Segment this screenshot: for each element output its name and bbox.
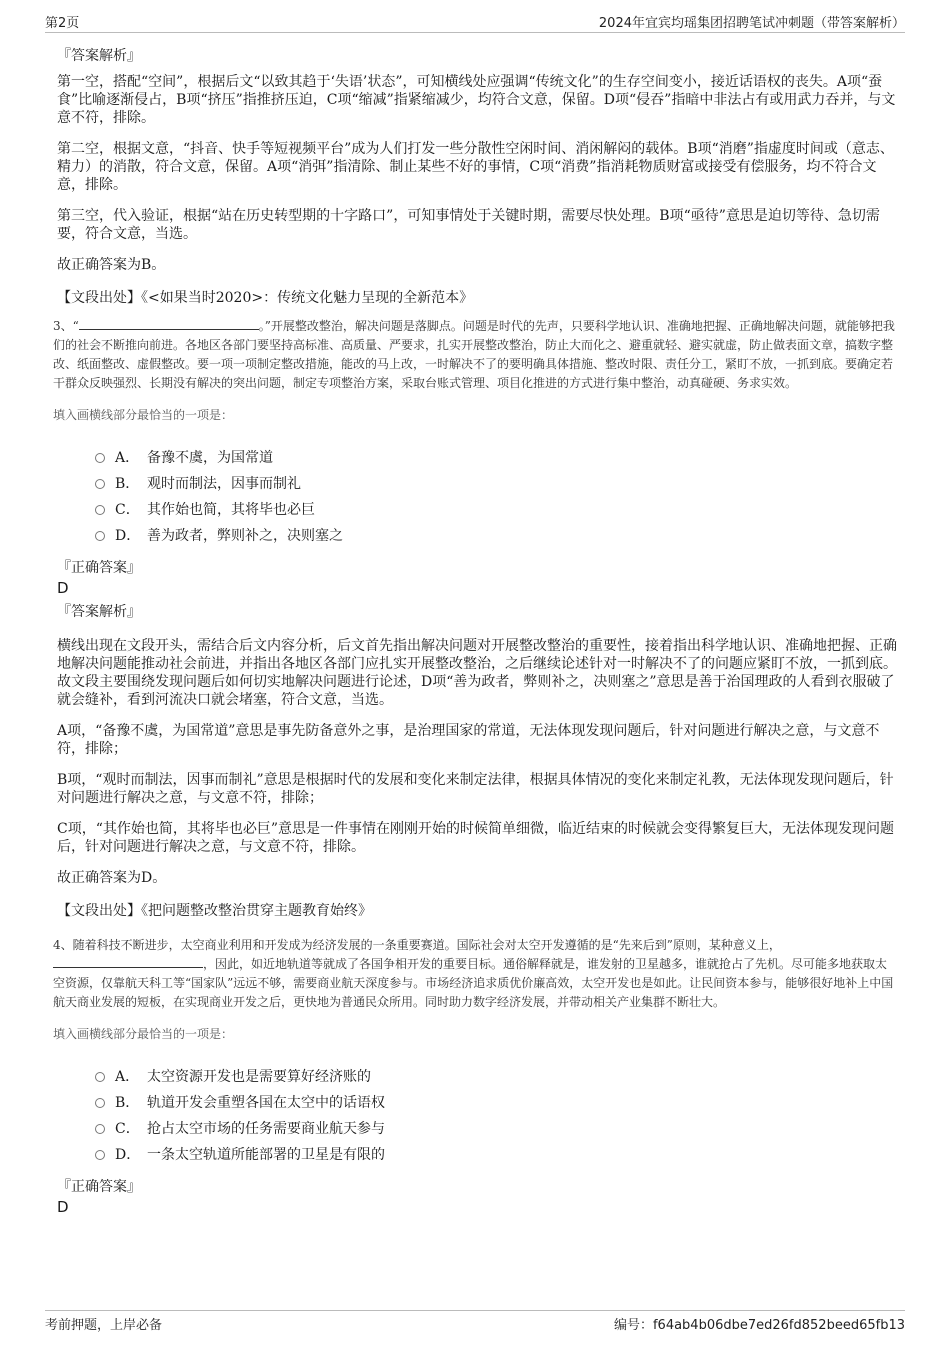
question-4-options: [95, 1064, 898, 1168]
option-c[interactable]: [95, 497, 898, 523]
option-d[interactable]: [95, 1142, 898, 1168]
option-a[interactable]: [95, 1064, 898, 1090]
radio-icon[interactable]: [95, 1124, 105, 1134]
page-content: [53, 45, 898, 1220]
analysis-paragraph: A项，“备豫不虞，为国常道”意思是事先防备意外之事，是治理国家的常道，无法体现发现问题后，针对问题进行解决之意，与文意不符，排除；: [57, 723, 880, 757]
document-title: 2024年宜宾均瑶集团招聘笔试冲刺题（带答案解析）: [598, 16, 905, 31]
analysis-conclusion: 故正确答案为B。: [57, 257, 166, 273]
radio-icon[interactable]: [95, 479, 105, 489]
question-4-prompt: 填入画横线部分最恰当的一项是：: [53, 1027, 234, 1041]
question-4-text: [53, 936, 898, 1012]
correct-answer-tag: 『正确答案』: [57, 1179, 141, 1195]
question-3-text: [53, 317, 898, 393]
fill-blank: [79, 329, 259, 330]
analysis-paragraph: 横线出现在文段开头，需结合后文内容分析，后文首先指出解决问题对开展整改整治的重要性，接着指出科学地认识、准确地把握、正确地解决问题能推动社会前进，并指出各地区各部门应扎实开展整改整治，之后继续论述针对一时解决不了的问题应紧盯不放，一抓到底。故文段主要围绕发现问题后如何切实地解决问题进行论述，D项“善为政者，弊则补之，决则塞之”意思是善于治国理政的人看到衣服破了就会缝补，看到河流决口就会堵塞，符合文意，当选。: [57, 638, 897, 708]
source-citation: 【文段出处】《<如果当时2020>：传统文化魅力呈现的全新范本》: [57, 290, 474, 306]
option-label: C．: [115, 502, 140, 518]
option-text: 抢占太空市场的任务需要商业航天参与: [147, 1121, 385, 1137]
option-text: 其作始也简，其将毕也必巨: [147, 502, 315, 518]
page-footer: [45, 1314, 905, 1334]
radio-icon[interactable]: [95, 1072, 105, 1082]
radio-icon[interactable]: [95, 1150, 105, 1160]
analysis-paragraph: C项，“其作始也简，其将毕也必巨”意思是一件事情在刚刚开始的时候简单细微，临近结束的时候就会变得繁复巨大，无法体现发现问题后，针对问题进行解决之意，与文意不符，排除。: [57, 821, 895, 855]
option-b[interactable]: [95, 471, 898, 497]
analysis-paragraph: B项，“观时而制法，因事而制礼”意思是根据时代的发展和变化来制定法律，根据具体情况的变化来制定礼教，无法体现发现问题后，针对问题进行解决之意，与文意不符，排除；: [57, 772, 894, 806]
correct-answer: D: [57, 579, 69, 597]
analysis-tag: 『答案解析』: [57, 48, 141, 64]
document-id: 编号：f64ab4b06dbe7ed26fd852beed65fb13: [613, 1318, 905, 1333]
radio-icon[interactable]: [95, 505, 105, 515]
option-text: 善为政者，弊则补之，决则塞之: [147, 528, 343, 544]
analysis-paragraph: 第一空，搭配“空间”，根据后文“以致其趋于‘失语’状态”，可知横线处应强调“传统文化”的生存空间变小，接近话语权的丧失。A项“蚕食”比喻逐渐侵占，B项“挤压”指推挤压迫，C项“缩减”指紧缩减少，均符合文意，保留。D项“侵吞”指暗中非法占有或用武力吞并，与文意不符，排除。: [57, 74, 896, 126]
fill-blank: [53, 967, 203, 968]
option-c[interactable]: [95, 1116, 898, 1142]
option-label: D．: [115, 1147, 141, 1163]
question-4-text-start: 4、随着科技不断进步，太空商业利用和开发成为经济发展的一条重要赛道。国际社会对太空开发遵循的是“先来后到”原则，某种意义上，: [53, 938, 781, 952]
analysis-paragraph: 第二空，根据文意，“抖音、快手等短视频平台”成为人们打发一些分散性空闲时间、消闲解闷的载体。B项“消磨”指虚度时间或（意志、精力）的消散，符合文意，保留。A项“消弭”指清除、制止某些不好的事情，C项“消费”指消耗物质财富或接受有偿服务，均不符合文意，排除。: [57, 141, 894, 193]
analysis-tag: 『答案解析』: [57, 604, 141, 620]
correct-answer: D: [57, 1198, 69, 1216]
option-label: D．: [115, 528, 141, 544]
option-label: B．: [115, 1095, 140, 1111]
header-divider: [45, 32, 905, 33]
question-3-prompt: 填入画横线部分最恰当的一项是：: [53, 408, 234, 422]
source-citation: 【文段出处】《把问题整改整治贯穿主题教育始终》: [57, 903, 372, 919]
page-number: 第2页: [45, 16, 80, 31]
option-text: 太空资源开发也是需要算好经济账的: [147, 1069, 371, 1085]
footer-divider: [45, 1310, 905, 1311]
question-3-options: [95, 445, 898, 549]
analysis-paragraph: 第三空，代入验证，根据“站在历史转型期的十字路口”，可知事情处于关键时期，需要尽快处理。B项“亟待”意思是迫切等待、急切需要，符合文意，当选。: [57, 208, 880, 242]
radio-icon[interactable]: [95, 1098, 105, 1108]
option-a[interactable]: [95, 445, 898, 471]
radio-icon[interactable]: [95, 453, 105, 463]
page-header: [45, 12, 905, 32]
option-b[interactable]: [95, 1090, 898, 1116]
correct-answer-tag: 『正确答案』: [57, 560, 141, 576]
question-3-text-start: 3、“: [53, 319, 79, 333]
option-label: C．: [115, 1121, 140, 1137]
option-text: 轨道开发会重塑各国在太空中的话语权: [147, 1095, 385, 1111]
footer-slogan: 考前押题，上岸必备: [45, 1318, 163, 1333]
option-label: B．: [115, 476, 140, 492]
option-text: 一条太空轨道所能部署的卫星是有限的: [147, 1147, 385, 1163]
option-label: A．: [115, 1069, 140, 1085]
option-text: 观时而制法，因事而制礼: [147, 476, 301, 492]
question-3-text-rest: 。”开展整改整治，解决问题是落脚点。问题是时代的先声，只要科学地认识、准确地把握、正确地解决问题，就能够把我们的社会不断推向前进。各地区各部门要坚持高标准、高质量、严要求，扎实开展整改整治，防止大而化之、避重就轻、避实就虚，防止做表面文章，搞数字整改、纸面整改、虚假整改。要一项一项制定整改措施，能改的马上改，一时解决不了的要明确具体措施、整改时限、责任分工，紧盯不放，一抓到底。要确定若干群众反映强烈、长期没有解决的突出问题，制定专项整治方案，采取台账式管理、项目化推进的方式进行集中整治，动真碰硬、务求实效。: [53, 319, 895, 390]
option-text: 备豫不虞，为国常道: [147, 450, 273, 466]
question-4-text-rest: ，因此，如近地轨道等就成了各国争相开发的重要目标。通俗解释就是，谁发射的卫星越多，谁就抢占了先机。尽可能多地获取太空资源，仅靠航天科工等“国家队”远远不够，需要商业航天深度参与。市场经济追求质优价廉高效，太空开发也是如此。让民间资本参与，能够很好地补上中国航天商业发展的短板，在实现商业开发之后，更快地为普通民众所用。同时助力数字经济发展，并带动相关产业集群不断壮大。: [53, 957, 894, 1009]
option-label: A．: [115, 450, 140, 466]
analysis-conclusion: 故正确答案为D。: [57, 870, 167, 886]
radio-icon[interactable]: [95, 531, 105, 541]
option-d[interactable]: [95, 523, 898, 549]
